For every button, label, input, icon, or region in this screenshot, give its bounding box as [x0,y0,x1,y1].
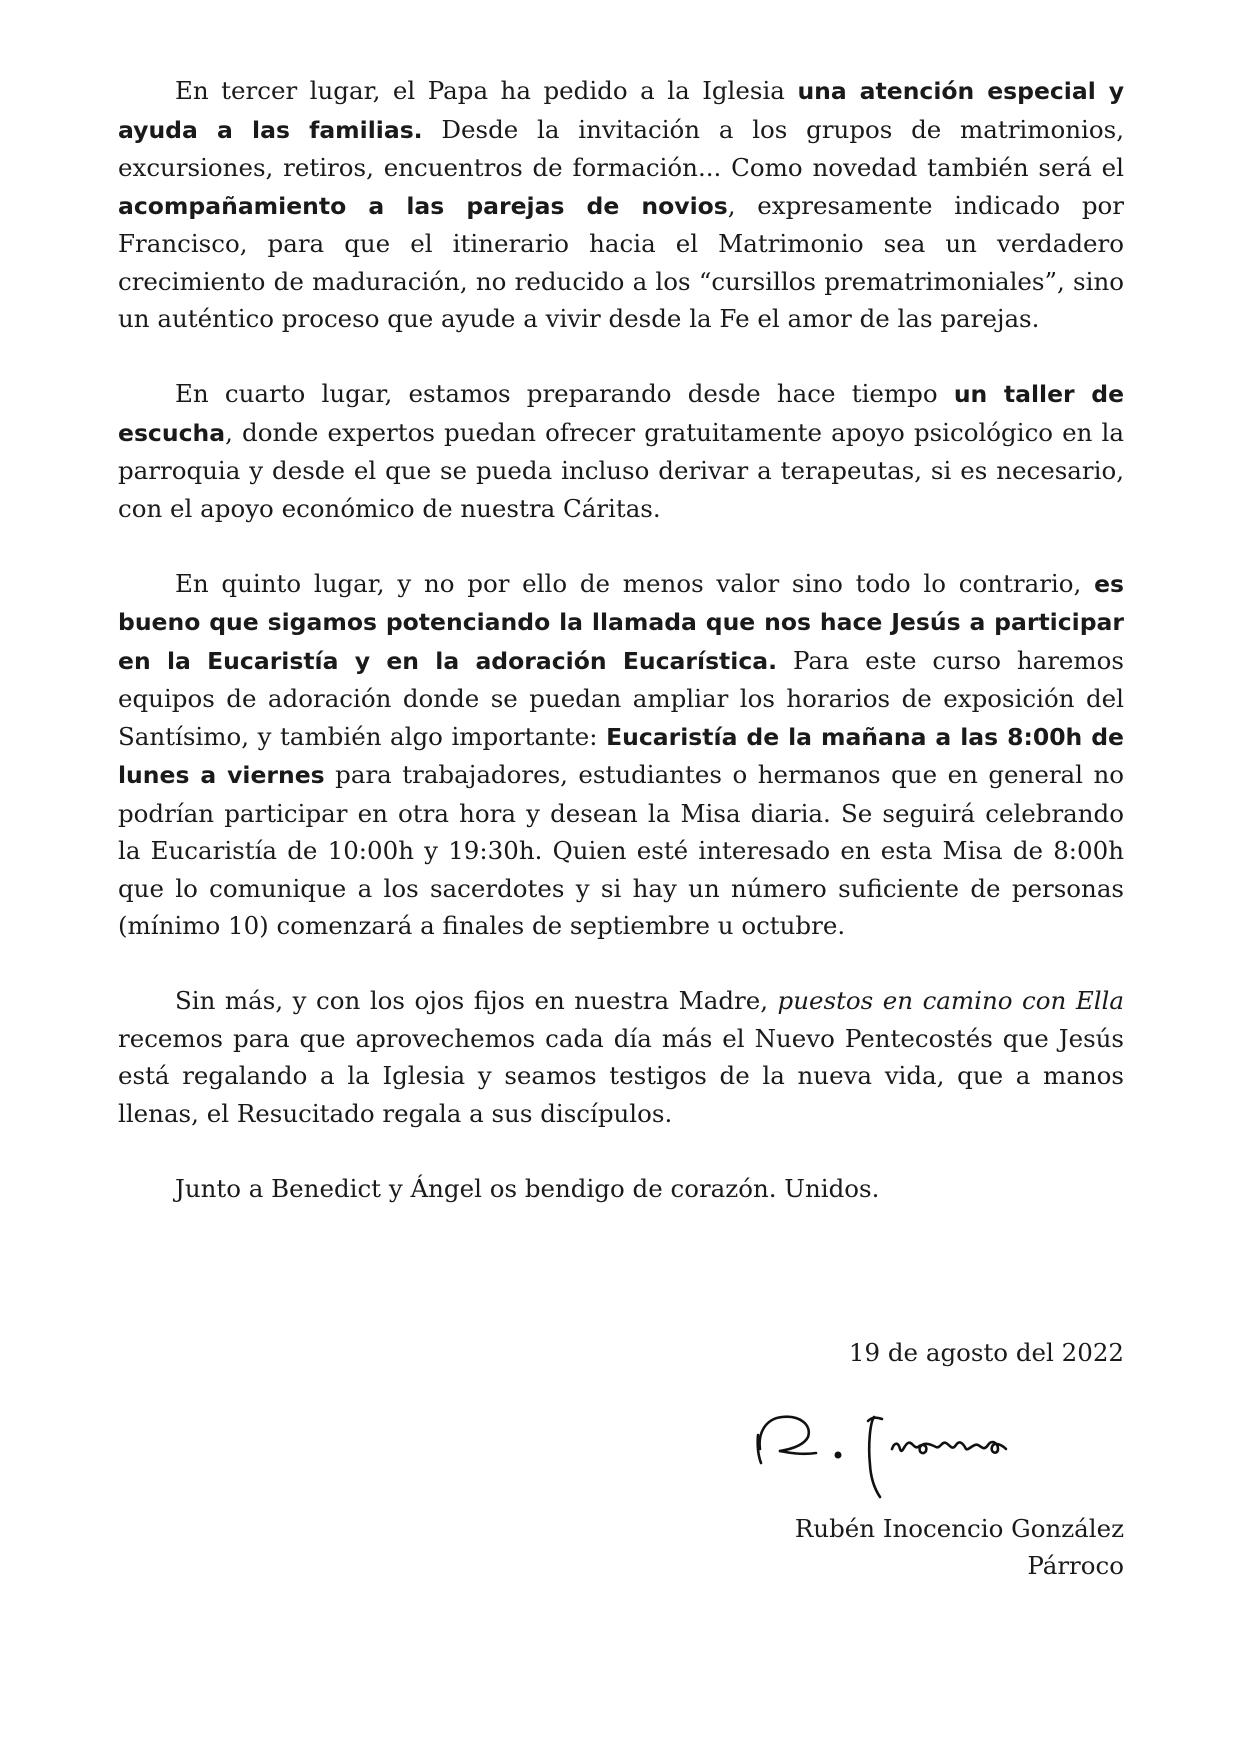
highlight-text: un taller de escucha [118,380,1125,447]
signer-title: Párroco [1027,1551,1124,1580]
paragraph-listening-workshop [118,375,1124,527]
paragraph-text: Para este curso haremos equipos de adoración donde se puedan ampliar los horarios de exposición del Santísimo, y también algo importante: [118,645,1124,751]
signer-name: Rubén Inocencio González [794,1514,1124,1543]
paragraph-prayer [118,982,1124,1132]
letter-date: 19 de agosto del 2022 [848,1338,1124,1367]
signer-block [795,1510,1124,1584]
paragraph-text: para trabajadores, estudiantes o hermanos que en general no podrían participar en otra hora y desean la Misa diaria. Se seguirá celebrando la Eucaristía de 10:00h y 19:30h. Quien esté interesado en esta Misa de 8:00h que lo comunique a los sacerdotes y si hay un número suficiente de personas (mínimo 10) comenzará a finales de septiembre u octubre. [118,760,1125,940]
paragraph-text: En tercer lugar, el Papa ha pedido a la Iglesia [175,76,798,105]
italic-text: puestos en camino con Ella [777,986,1124,1015]
paragraph-text: Sin más, y con los ojos fijos en nuestra Madre, [175,986,778,1015]
paragraph-text: En cuarto lugar, estamos preparando desde hace tiempo [175,379,954,408]
highlight-text: una atención especial y ayuda a las familias. [118,77,1125,144]
paragraph-eucharist [118,565,1124,945]
letter-body [118,72,1124,1207]
paragraph-families [118,72,1124,338]
paragraph-text: Desde la invitación a los grupos de matrimonios, excursiones, retiros, encuentros de formación... Como novedad también será el [118,114,1124,182]
paragraph-text: En quinto lugar, y no por ello de menos valor sino todo lo contrario, [175,568,1095,598]
paragraph-text: , donde expertos puedan ofrecer gratuitamente apoyo psicológico en la parroquia y desde el que se pueda incluso derivar a terapeutas, si es necesario, con el apoyo económico de nuestra Cáritas. [118,417,1124,523]
closing-line: Junto a Benedict y Ángel os bendigo de corazón. Unidos. [175,1173,880,1203]
handwritten-signature [752,1405,1092,1505]
highlight-text: Eucaristía de la mañana a las 8:00h de lunes a viernes [118,722,1124,789]
highlight-text: acompañamiento a las parejas de novios [118,191,728,220]
paragraph-text: , expresamente indicado por Francisco, para que el itinerario hacia el Matrimonio sea un verdadero crecimiento de maduración, no reducido a los “cursillos prematrimoniales”, sino un auténtico proceso que ayude a vivir desde la Fe el amor de las parejas. [118,190,1124,333]
highlight-text: es bueno que sigamos potenciando la llamada que nos hace Jesús a participar en la Eucaristía y en la adoración Eucarística. [118,569,1124,675]
paragraph-text: recemos para que aprovechemos cada día más el Nuevo Pentecostés que Jesús está regalando a la Iglesia y seamos testigos de la nueva vida, que a manos llenas, el Resucitado regala a sus discípulos. [118,1023,1124,1128]
